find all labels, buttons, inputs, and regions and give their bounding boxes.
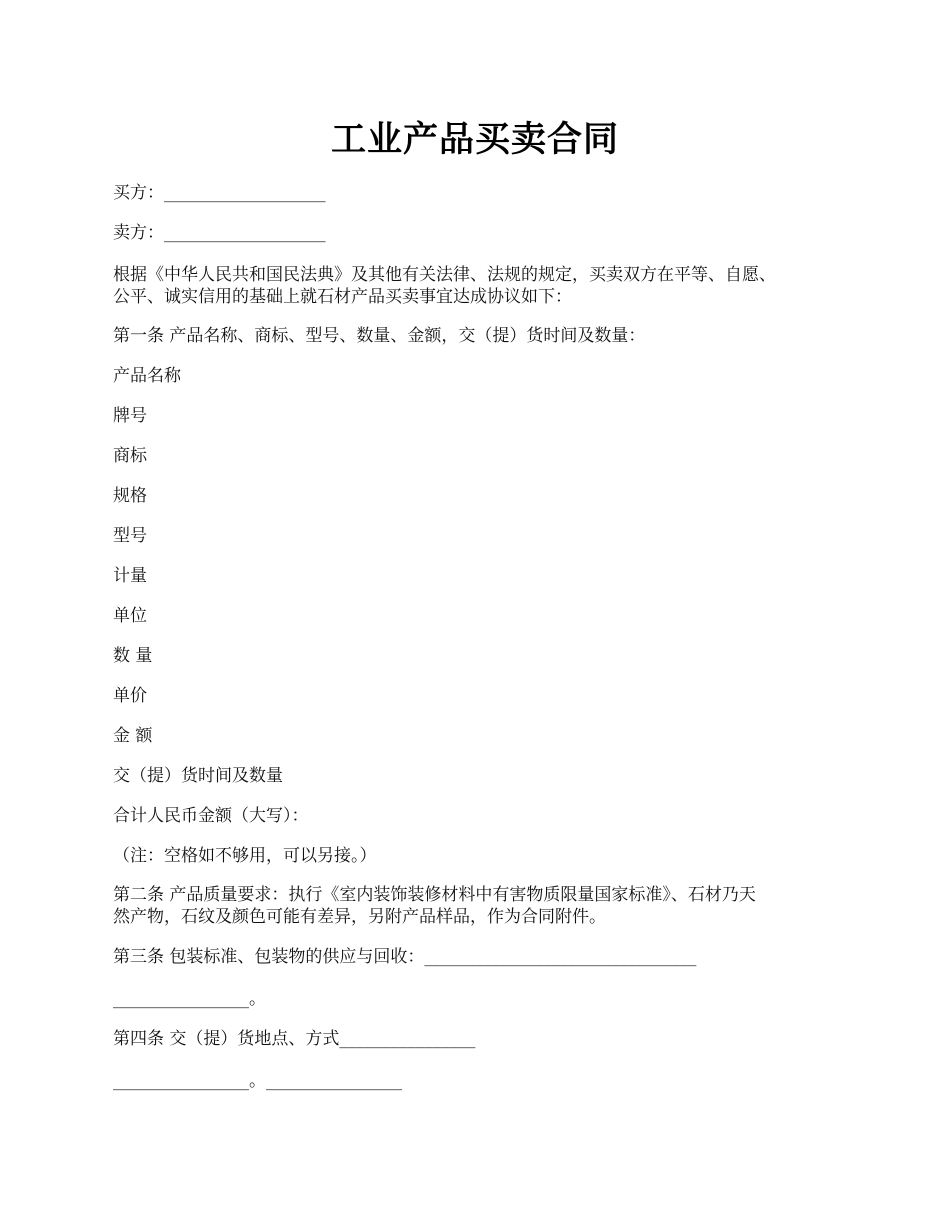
field-product-name: 产品名称 <box>113 366 181 386</box>
seller-line: 卖方：___________________ <box>113 223 326 243</box>
article-4-line-1: 第四条 交（提）货地点、方式________________ <box>113 1029 476 1049</box>
article-4-line-2: ________________。________________ <box>113 1071 402 1091</box>
article-3-line-1: 第三条 包装标准、包装物的供应与回收：________________________________ <box>113 947 697 967</box>
field-unit: 单位 <box>113 606 147 626</box>
field-amount: 金 额 <box>113 726 153 746</box>
field-brand-number: 牌号 <box>113 406 147 426</box>
field-model: 型号 <box>113 526 147 546</box>
note-line: （注：空格如不够用，可以另接。） <box>113 846 377 866</box>
article-1: 第一条 产品名称、商标、型号、数量、金额，交（提）货时间及数量： <box>113 326 646 346</box>
field-measure: 计量 <box>113 566 147 586</box>
field-specification: 规格 <box>113 486 147 506</box>
total-amount-line: 合计人民币金额（大写）： <box>113 806 309 826</box>
field-unit-price: 单价 <box>113 686 147 706</box>
intro-line-1: 根据《中华人民共和国民法典》及其他有关法律、法规的规定，买卖双方在平等、自愿、 <box>113 265 776 285</box>
intro-line-2: 公平、诚实信用的基础上就石材产品买卖事宜达成协议如下： <box>113 287 572 307</box>
buyer-line: 买方：___________________ <box>113 183 326 203</box>
article-2-line-1: 第二条 产品质量要求：执行《室内装饰装修材料中有害物质限量国家标准》、石材乃天 <box>113 885 756 905</box>
article-2-line-2: 然产物，石纹及颜色可能有差异，另附产品样品，作为合同附件。 <box>113 907 606 927</box>
article-3-line-2: ________________。 <box>113 989 266 1009</box>
field-trademark: 商标 <box>113 446 147 466</box>
page-title: 工业产品买卖合同 <box>330 120 619 160</box>
field-quantity: 数 量 <box>113 646 153 666</box>
field-delivery-time: 交（提）货时间及数量 <box>113 766 283 786</box>
